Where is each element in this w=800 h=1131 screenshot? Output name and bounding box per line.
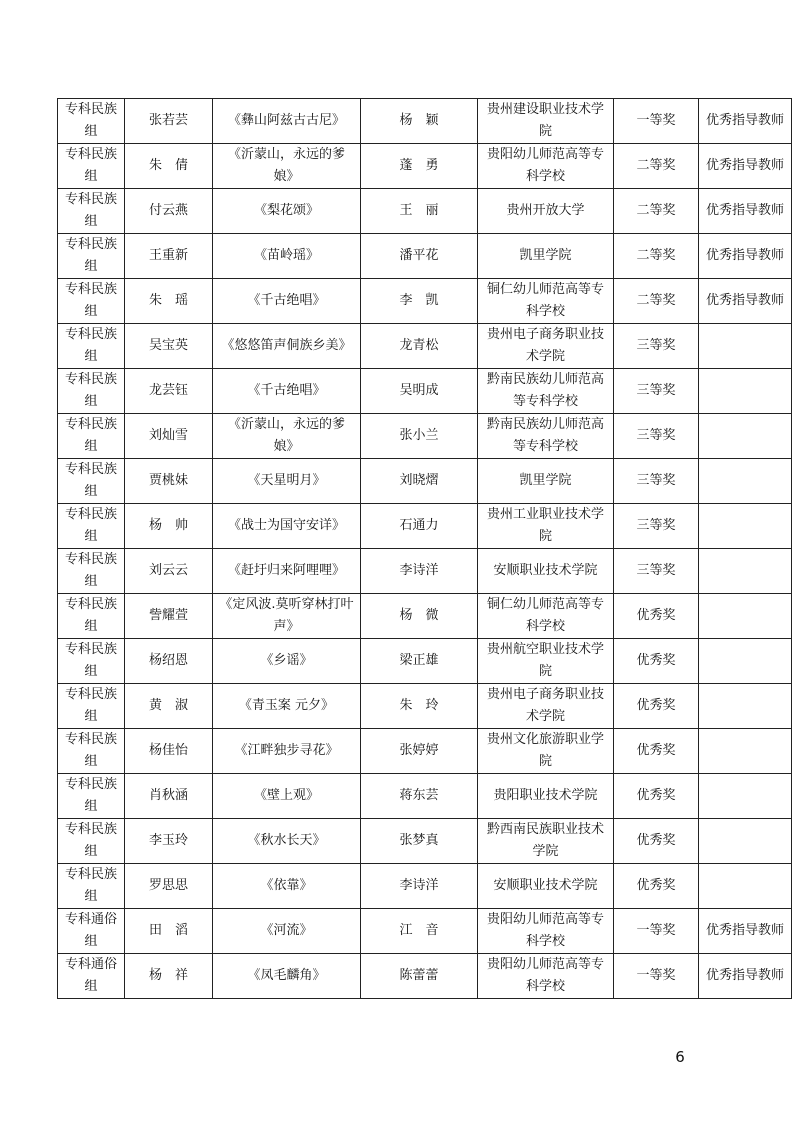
- award-cell: 一等奖: [614, 909, 699, 954]
- table-row: [58, 549, 792, 594]
- table-row: [58, 324, 792, 369]
- award-cell: 优秀奖: [614, 594, 699, 639]
- student-cell: 罗思思: [125, 864, 213, 909]
- student-cell: 肖秋涵: [125, 774, 213, 819]
- award-cell: 三等奖: [614, 549, 699, 594]
- table-row: [58, 684, 792, 729]
- group-cell: 专科民族组: [58, 594, 125, 639]
- work-title-cell: 《悠悠笛声侗族乡美》: [213, 324, 361, 369]
- group-cell: 专科民族组: [58, 819, 125, 864]
- student-cell: 田 滔: [125, 909, 213, 954]
- teacher-cell: 蒋东芸: [361, 774, 478, 819]
- teacher-cell: 吴明成: [361, 369, 478, 414]
- note-cell: 优秀指导教师: [699, 144, 792, 189]
- table-row: [58, 459, 792, 504]
- note-cell: 优秀指导教师: [699, 954, 792, 999]
- teacher-cell: 李诗洋: [361, 549, 478, 594]
- work-title-cell: 《壁上观》: [213, 774, 361, 819]
- school-cell: 贵阳幼儿师范高等专科学校: [478, 909, 614, 954]
- student-cell: 朱 倩: [125, 144, 213, 189]
- student-cell: 李玉玲: [125, 819, 213, 864]
- award-cell: 一等奖: [614, 954, 699, 999]
- note-cell: 优秀指导教师: [699, 99, 792, 144]
- student-cell: 黄 淑: [125, 684, 213, 729]
- award-cell: 优秀奖: [614, 729, 699, 774]
- awards-table: [57, 98, 792, 999]
- school-cell: 凯里学院: [478, 234, 614, 279]
- student-cell: 刘云云: [125, 549, 213, 594]
- teacher-cell: 张婷婷: [361, 729, 478, 774]
- work-title-cell: 《凤毛麟角》: [213, 954, 361, 999]
- group-cell: 专科民族组: [58, 774, 125, 819]
- teacher-cell: 张小兰: [361, 414, 478, 459]
- award-cell: 优秀奖: [614, 864, 699, 909]
- award-cell: 三等奖: [614, 369, 699, 414]
- group-cell: 专科民族组: [58, 549, 125, 594]
- work-title-cell: 《战士为国守安详》: [213, 504, 361, 549]
- award-cell: 二等奖: [614, 279, 699, 324]
- award-cell: 优秀奖: [614, 684, 699, 729]
- award-cell: 三等奖: [614, 459, 699, 504]
- award-cell: 三等奖: [614, 324, 699, 369]
- student-cell: 龙芸钰: [125, 369, 213, 414]
- award-cell: 二等奖: [614, 234, 699, 279]
- award-cell: 二等奖: [614, 144, 699, 189]
- work-title-cell: 《苗岭瑶》: [213, 234, 361, 279]
- table-row: [58, 504, 792, 549]
- school-cell: 贵州文化旅游职业学院: [478, 729, 614, 774]
- school-cell: 贵阳幼儿师范高等专科学校: [478, 954, 614, 999]
- note-cell: 优秀指导教师: [699, 909, 792, 954]
- student-cell: 付云燕: [125, 189, 213, 234]
- note-cell: 优秀指导教师: [699, 189, 792, 234]
- note-cell: [699, 594, 792, 639]
- student-cell: 王重新: [125, 234, 213, 279]
- school-cell: 凯里学院: [478, 459, 614, 504]
- teacher-cell: 蓬 勇: [361, 144, 478, 189]
- student-cell: 刘灿雪: [125, 414, 213, 459]
- note-cell: [699, 549, 792, 594]
- teacher-cell: 刘晓熠: [361, 459, 478, 504]
- work-title-cell: 《青玉案 元夕》: [213, 684, 361, 729]
- award-cell: 二等奖: [614, 189, 699, 234]
- teacher-cell: 梁正雄: [361, 639, 478, 684]
- table-row: [58, 594, 792, 639]
- school-cell: 铜仁幼儿师范高等专科学校: [478, 594, 614, 639]
- work-title-cell: 《千古绝唱》: [213, 279, 361, 324]
- group-cell: 专科民族组: [58, 99, 125, 144]
- work-title-cell: 《彝山阿兹古古尼》: [213, 99, 361, 144]
- student-cell: 吴宝英: [125, 324, 213, 369]
- work-title-cell: 《天星明月》: [213, 459, 361, 504]
- note-cell: [699, 324, 792, 369]
- teacher-cell: 张梦真: [361, 819, 478, 864]
- page-number: 6: [675, 1048, 685, 1066]
- note-cell: [699, 774, 792, 819]
- group-cell: 专科民族组: [58, 369, 125, 414]
- work-title-cell: 《依靠》: [213, 864, 361, 909]
- student-cell: 贾桃妹: [125, 459, 213, 504]
- work-title-cell: 《千古绝唱》: [213, 369, 361, 414]
- student-cell: 杨 帅: [125, 504, 213, 549]
- group-cell: 专科通俗组: [58, 954, 125, 999]
- group-cell: 专科民族组: [58, 729, 125, 774]
- note-cell: [699, 819, 792, 864]
- teacher-cell: 潘平花: [361, 234, 478, 279]
- table-row: [58, 954, 792, 999]
- table-row: [58, 369, 792, 414]
- group-cell: 专科民族组: [58, 459, 125, 504]
- teacher-cell: 李诗洋: [361, 864, 478, 909]
- school-cell: 贵州开放大学: [478, 189, 614, 234]
- teacher-cell: 王 丽: [361, 189, 478, 234]
- teacher-cell: 龙青松: [361, 324, 478, 369]
- school-cell: 贵阳职业技术学院: [478, 774, 614, 819]
- teacher-cell: 朱 玲: [361, 684, 478, 729]
- table-row: [58, 414, 792, 459]
- group-cell: 专科民族组: [58, 684, 125, 729]
- group-cell: 专科民族组: [58, 279, 125, 324]
- note-cell: [699, 684, 792, 729]
- table-row: [58, 99, 792, 144]
- note-cell: [699, 414, 792, 459]
- school-cell: 黔南民族幼儿师范高等专科学校: [478, 369, 614, 414]
- school-cell: 黔西南民族职业技术学院: [478, 819, 614, 864]
- table-row: [58, 189, 792, 234]
- group-cell: 专科民族组: [58, 639, 125, 684]
- teacher-cell: 杨 颖: [361, 99, 478, 144]
- table-row: [58, 279, 792, 324]
- note-cell: 优秀指导教师: [699, 279, 792, 324]
- student-cell: 訾耀萱: [125, 594, 213, 639]
- note-cell: [699, 864, 792, 909]
- award-cell: 优秀奖: [614, 774, 699, 819]
- work-title-cell: 《乡谣》: [213, 639, 361, 684]
- group-cell: 专科民族组: [58, 144, 125, 189]
- student-cell: 朱 瑶: [125, 279, 213, 324]
- work-title-cell: 《江畔独步寻花》: [213, 729, 361, 774]
- school-cell: 贵州工业职业技术学院: [478, 504, 614, 549]
- school-cell: 贵州航空职业技术学院: [478, 639, 614, 684]
- teacher-cell: 石通力: [361, 504, 478, 549]
- group-cell: 专科民族组: [58, 189, 125, 234]
- note-cell: 优秀指导教师: [699, 234, 792, 279]
- group-cell: 专科民族组: [58, 504, 125, 549]
- award-cell: 优秀奖: [614, 819, 699, 864]
- note-cell: [699, 369, 792, 414]
- group-cell: 专科民族组: [58, 414, 125, 459]
- teacher-cell: 江 音: [361, 909, 478, 954]
- table-row: [58, 819, 792, 864]
- work-title-cell: 《沂蒙山，永远的爹娘》: [213, 144, 361, 189]
- awards-table-body: [58, 99, 792, 999]
- teacher-cell: 李 凯: [361, 279, 478, 324]
- school-cell: 安顺职业技术学院: [478, 549, 614, 594]
- work-title-cell: 《秋水长天》: [213, 819, 361, 864]
- table-row: [58, 729, 792, 774]
- student-cell: 杨 祥: [125, 954, 213, 999]
- note-cell: [699, 459, 792, 504]
- table-row: [58, 639, 792, 684]
- award-cell: 一等奖: [614, 99, 699, 144]
- teacher-cell: 陈蕾蕾: [361, 954, 478, 999]
- work-title-cell: 《梨花颂》: [213, 189, 361, 234]
- school-cell: 贵阳幼儿师范高等专科学校: [478, 144, 614, 189]
- school-cell: 贵州电子商务职业技术学院: [478, 684, 614, 729]
- award-cell: 三等奖: [614, 414, 699, 459]
- school-cell: 黔南民族幼儿师范高等专科学校: [478, 414, 614, 459]
- note-cell: [699, 504, 792, 549]
- work-title-cell: 《沂蒙山，永远的爹娘》: [213, 414, 361, 459]
- table-row: [58, 774, 792, 819]
- table-row: [58, 864, 792, 909]
- table-row: [58, 234, 792, 279]
- table-row: [58, 909, 792, 954]
- school-cell: 铜仁幼儿师范高等专科学校: [478, 279, 614, 324]
- teacher-cell: 杨 微: [361, 594, 478, 639]
- work-title-cell: 《定风波.莫听穿林打叶声》: [213, 594, 361, 639]
- group-cell: 专科民族组: [58, 864, 125, 909]
- group-cell: 专科民族组: [58, 324, 125, 369]
- student-cell: 张若芸: [125, 99, 213, 144]
- group-cell: 专科民族组: [58, 234, 125, 279]
- work-title-cell: 《河流》: [213, 909, 361, 954]
- award-cell: 优秀奖: [614, 639, 699, 684]
- student-cell: 杨佳怡: [125, 729, 213, 774]
- school-cell: 贵州电子商务职业技术学院: [478, 324, 614, 369]
- note-cell: [699, 639, 792, 684]
- work-title-cell: 《赶圩归来阿哩哩》: [213, 549, 361, 594]
- note-cell: [699, 729, 792, 774]
- award-cell: 三等奖: [614, 504, 699, 549]
- group-cell: 专科通俗组: [58, 909, 125, 954]
- school-cell: 安顺职业技术学院: [478, 864, 614, 909]
- student-cell: 杨绍恩: [125, 639, 213, 684]
- school-cell: 贵州建设职业技术学院: [478, 99, 614, 144]
- table-row: [58, 144, 792, 189]
